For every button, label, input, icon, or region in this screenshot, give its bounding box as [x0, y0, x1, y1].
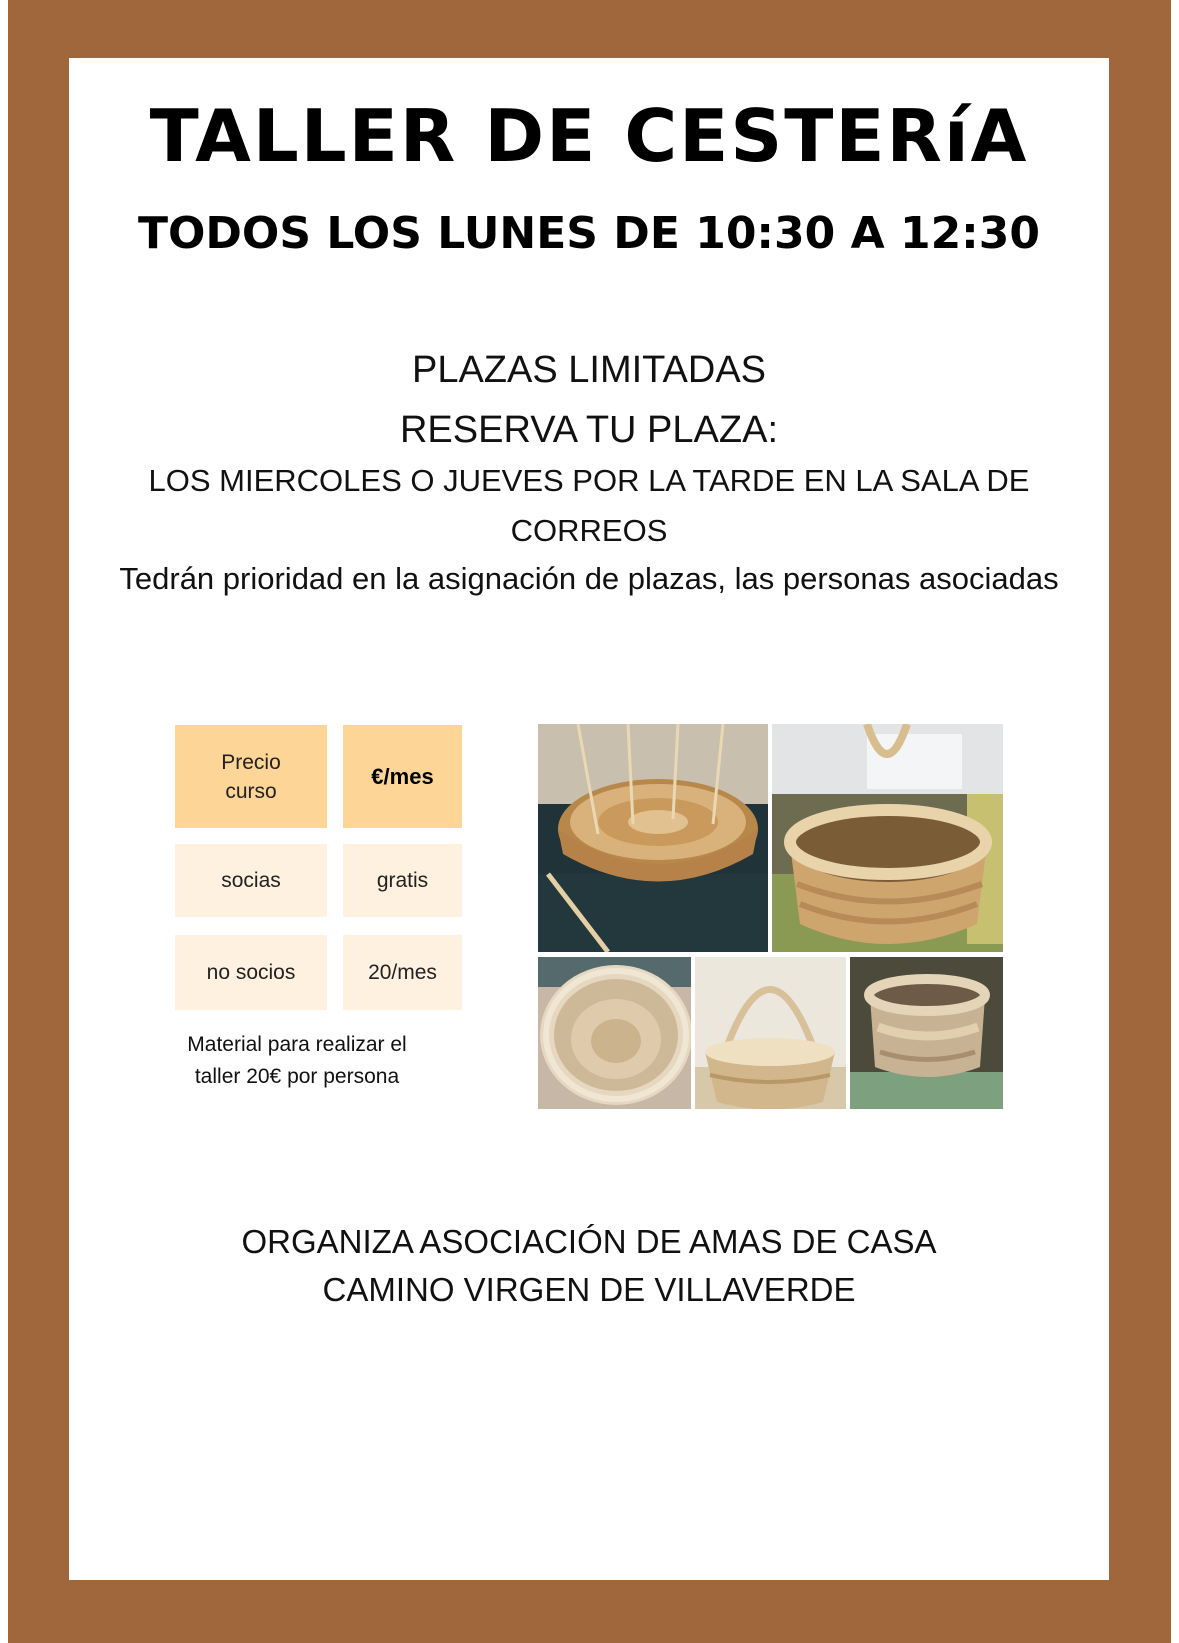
- organizer-line-1: ORGANIZA ASOCIACIÓN DE AMAS DE CASA: [241, 1223, 937, 1260]
- price-row-socias-value: gratis: [343, 844, 462, 917]
- priority-note: Tedrán prioridad en la asignación de plazas, las personas asociadas: [119, 561, 1059, 596]
- price-header-label: [175, 725, 327, 828]
- photo-round-basket-weaving: [538, 724, 768, 952]
- photo-basket-top-view: [538, 957, 691, 1109]
- photo-braided-basket: [850, 957, 1003, 1109]
- organizer-block: [69, 1218, 1109, 1314]
- price-row-nosocios-label: no socios: [175, 935, 327, 1010]
- price-header-label-text: Precio curso: [221, 750, 281, 803]
- reserva-heading: RESERVA TU PLAZA:: [399, 409, 779, 451]
- organizer-line-2: CAMINO VIRGEN DE VILLAVERDE: [322, 1271, 856, 1308]
- right-margin: [1171, 0, 1179, 1643]
- poster-title: TALLER DE CESTERíA: [149, 94, 1029, 178]
- plazas-block: [69, 340, 1109, 460]
- price-row-nosocios-value: 20/mes: [343, 935, 462, 1010]
- schedule-subtitle: TODOS LOS LUNES DE 10:30 A 12:30: [137, 208, 1041, 259]
- photo-basket-with-handle: [695, 957, 846, 1109]
- photo-basket-braided-rim: [772, 724, 1003, 952]
- left-margin: [0, 0, 8, 1643]
- material-note: Material para realizar el taller 20€ por persona: [187, 1033, 407, 1088]
- price-row-socias-label: socias: [175, 844, 327, 917]
- poster-page: [69, 58, 1109, 1580]
- plazas-limitadas: PLAZAS LIMITADAS: [411, 349, 767, 391]
- price-header-value: €/mes: [343, 725, 462, 828]
- reserva-detail: LOS MIERCOLES O JUEVES POR LA TARDE EN LA SALA DE CORREOS: [148, 463, 1030, 548]
